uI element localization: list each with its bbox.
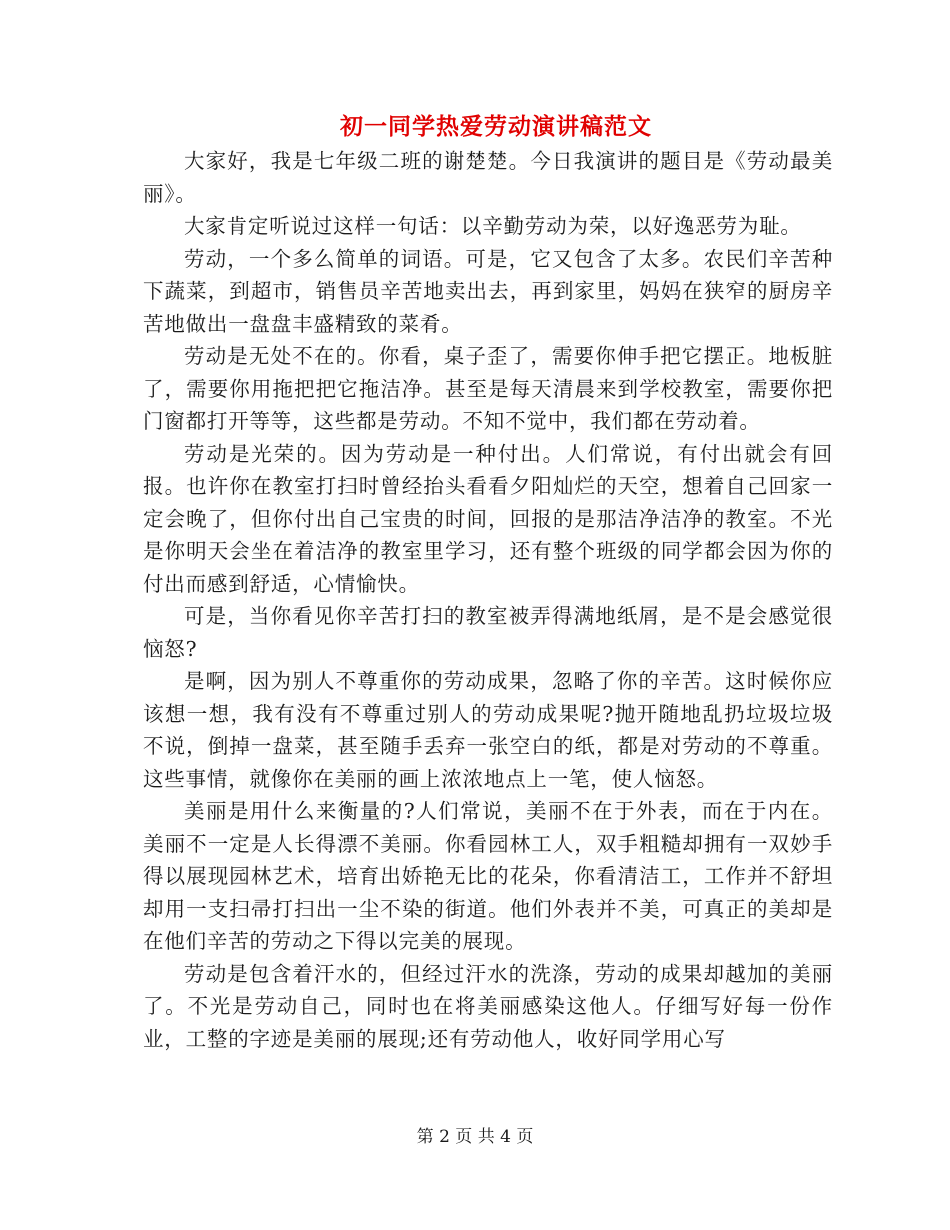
paragraph: 劳动，一个多么简单的词语。可是，它又包含了太多。农民们辛苦种下蔬菜，到超市，销售员辛苦地卖出去，再到家里，妈妈在狭窄的厨房辛苦地做出一盘盘丰盛精致的菜肴。 [143,246,833,336]
paragraph: 是啊，因为别人不尊重你的劳动成果，忽略了你的辛苦。这时候你应该想一想，我有没有不尊重过别人的劳动成果呢?抛开随地乱扔垃圾垃圾不说，倒掉一盘菜，甚至随手丢弃一张空白的纸，都是对劳动的不尊重。这些事情，就像你在美丽的画上浓浓地点上一笔，使人恼怒。 [143,669,833,791]
page-number-label: 第 2 页 共 4 页 [416,1127,534,1147]
document-title: 初一同学热爱劳动演讲稿范文 [340,113,652,140]
paragraph: 大家肯定听说过这样一句话：以辛勤劳动为荣，以好逸恶劳为耻。 [184,214,802,238]
paragraph: 劳动是无处不在的。你看，桌子歪了，需要你伸手把它摆正。地板脏了，需要你用拖把把它拖洁净。甚至是每天清晨来到学校教室，需要你把门窗都打开等等，这些都是劳动。不知不觉中，我们都在劳动着。 [143,344,833,433]
paragraph: 大家好，我是七年级二班的谢楚楚。今日我演讲的题目是《劳动最美丽》。 [143,149,833,206]
paragraph: 劳动是光荣的。因为劳动是一种付出。人们常说，有付出就会有回报。也许你在教室打扫时曾经抬头看看夕阳灿烂的天空，想着自己回家一定会晚了，但你付出自己宝贵的时间，回报的是那洁净洁净的教室。不光是你明天会坐在着洁净的教室里学习，还有整个班级的同学都会因为你的付出而感到舒适，心情愉快。 [143,441,833,596]
page-footer [0,1125,950,1149]
paragraph: 劳动是包含着汗水的，但经过汗水的洗涤，劳动的成果却越加的美丽了。不光是劳动自己，同时也在将美丽感染这他人。仔细写好每一份作业，工整的字迹是美丽的展现;还有劳动他人，收好同学用心写 [143,961,833,1051]
paragraph: 美丽是用什么来衡量的?人们常说，美丽不在于外表，而在于内在。美丽不一定是人长得漂不美丽。你看园林工人，双手粗糙却拥有一双妙手得以展现园林艺术，培育出娇艳无比的花朵，你看清洁工，工作并不舒坦却用一支扫帚打扫出一尘不染的街道。他们外表并不美，可真正的美却是在他们辛苦的劳动之下得以完美的展现。 [143,799,833,953]
document-body [143,145,833,1055]
paragraph: 可是，当你看见你辛苦打扫的教室被弄得满地纸屑，是不是会感觉很恼怒? [143,604,833,661]
